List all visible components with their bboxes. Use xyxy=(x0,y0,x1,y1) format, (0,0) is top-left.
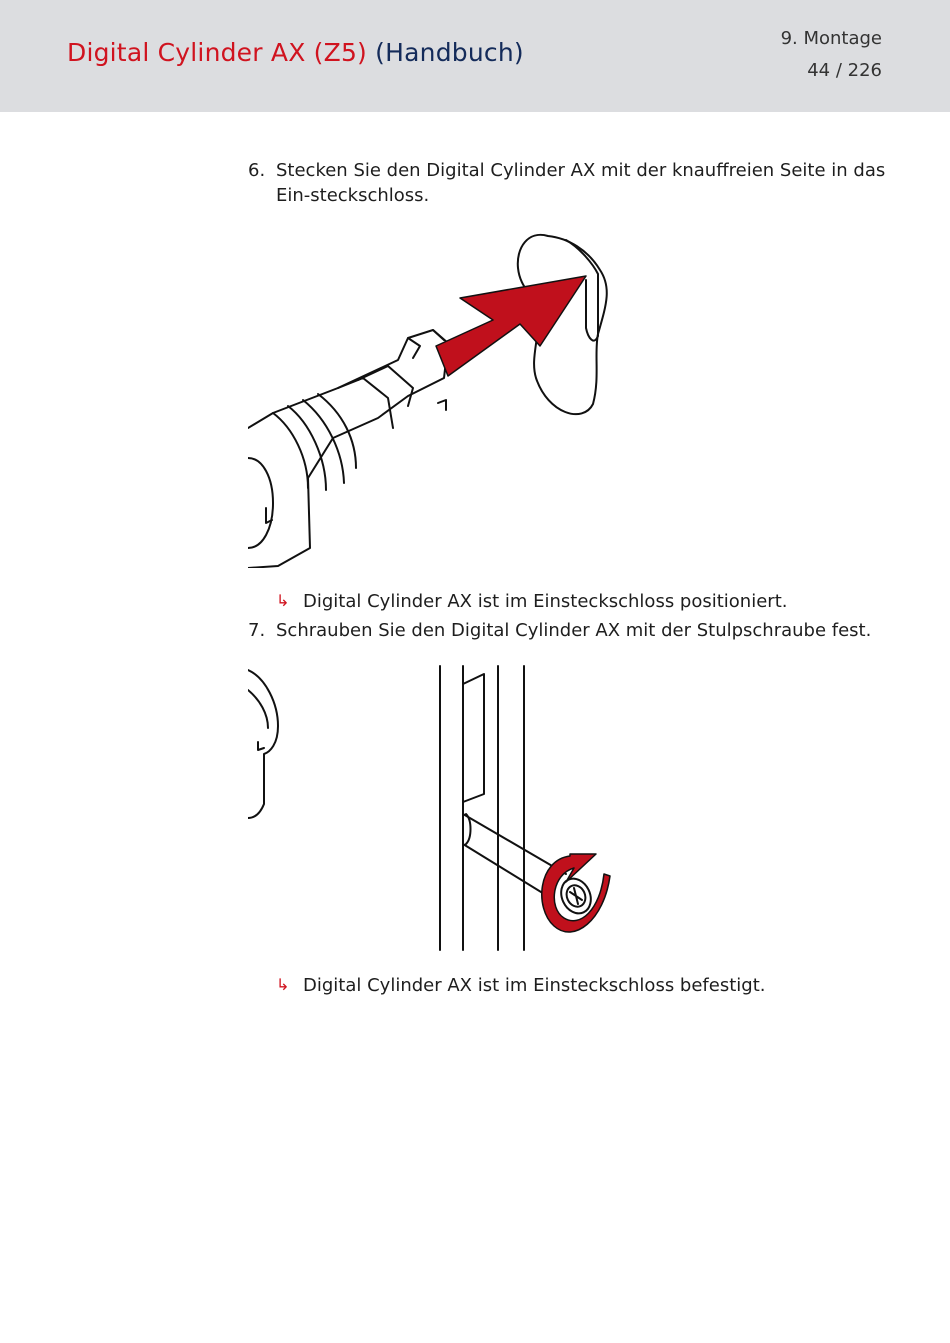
step-6 xyxy=(248,158,888,208)
step-6-result xyxy=(276,589,886,614)
document-title-type: (Handbuch) xyxy=(375,38,524,67)
result-text: Digital Cylinder AX ist im Einsteckschloss positioniert. xyxy=(303,591,788,612)
insert-cylinder-illustration xyxy=(248,228,618,568)
step-text: Stecken Sie den Digital Cylinder AX mit der knauffreien Seite in das Ein-steckschloss. xyxy=(276,160,886,206)
page-header xyxy=(0,0,950,112)
result-arrow-icon: ↳ xyxy=(276,591,290,610)
result-arrow-icon: ↳ xyxy=(276,975,290,994)
fasten-screw-illustration xyxy=(248,664,618,954)
document-title-product: Digital Cylinder AX (Z5) xyxy=(67,38,368,67)
result-text: Digital Cylinder AX ist im Einsteckschloss befestigt. xyxy=(303,975,766,996)
document-title xyxy=(67,38,524,67)
step-7-result xyxy=(276,973,886,998)
step-text: Schrauben Sie den Digital Cylinder AX mit der Stulpschraube fest. xyxy=(276,620,872,641)
step-number: 7. xyxy=(248,620,266,641)
chapter-label: 9. Montage xyxy=(780,28,882,49)
step-7 xyxy=(248,618,888,643)
step-number: 6. xyxy=(248,160,266,181)
page-number: 44 / 226 xyxy=(807,60,882,81)
